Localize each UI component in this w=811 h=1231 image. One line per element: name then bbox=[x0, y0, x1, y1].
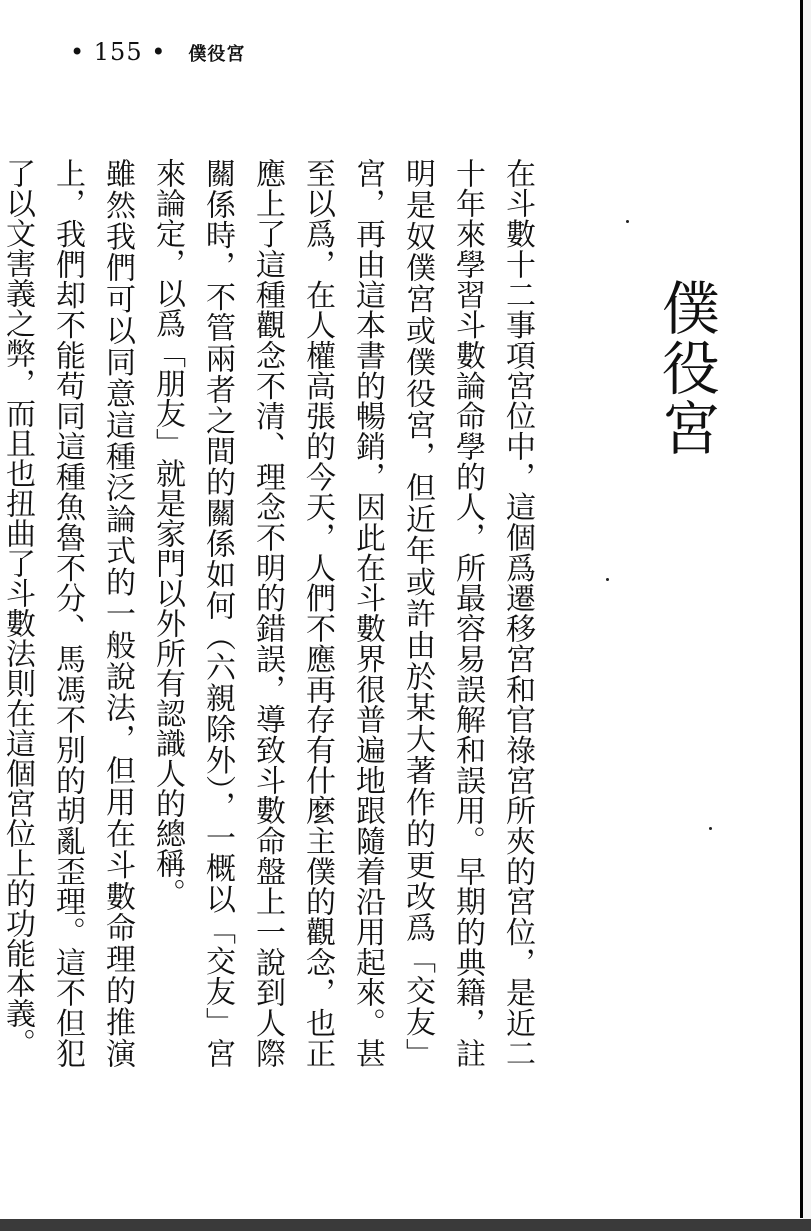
scan-speck bbox=[606, 578, 609, 581]
body-text bbox=[0, 158, 542, 1068]
scan-speck bbox=[626, 220, 629, 223]
scan-bottom-border bbox=[0, 1219, 811, 1231]
scan-speck bbox=[709, 827, 712, 830]
page-number: • 155 • bbox=[70, 38, 167, 66]
chapter-title: 僕役宮 bbox=[651, 278, 720, 458]
running-header bbox=[70, 38, 245, 66]
paragraph: 雖然我們可以同意這種泛論式的一般說法，但用在斗數命理的推演上，我們却不能苟同這種魚魯不分、馬馮不別的胡亂歪理。這不但犯了以文害義之弊，而且也扭曲了斗數法則在這個宮位上的功能本義。 bbox=[0, 158, 135, 1068]
scan-edge bbox=[803, 0, 811, 1231]
running-header-title: 僕役宮 bbox=[188, 44, 246, 65]
paragraph: 在斗數十二事項宮位中，這個爲遷移宮和官祿宮所夾的宮位，是近二十年來學習斗數論命學的人，所最容易誤解和誤用。早期的典籍，註明是奴僕宮或僕役宮，但近年或許由於某大著作的更改爲「交友」宮，再由這本書的暢銷，因此在斗數界很普遍地跟隨着沿用起來。甚至以爲，在人權高張的今天，人們不應再存有什麼主僕的觀念，也正應上了這種觀念不清、理念不明的錯誤，導致斗數命盤上一說到人際關係時，不管兩者之間的關係如何（六親除外），一概以「交友」宮來論定，以爲「朋友」就是家門以外所有認識人的總稱。 bbox=[150, 158, 535, 1068]
